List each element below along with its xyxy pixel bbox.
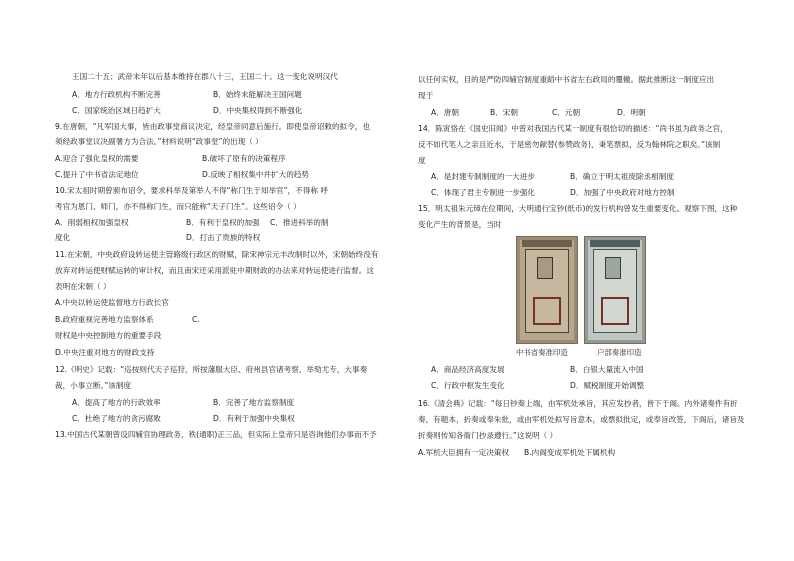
q11-option-b[interactable]: B.政府重视完善地方监察体系	[55, 315, 154, 324]
q13-option-c[interactable]: C．元朝	[552, 108, 581, 117]
q16-option-a[interactable]: A.军机大臣拥有一定决策权	[418, 448, 510, 457]
q13-stem-line: 13.中国古代某朝曾设四辅官协理政务，秩(通职)正三品，但实际上皇帝只是咨询他们办事而不予	[55, 430, 377, 439]
q11-stem-line: 11.在宋朝，中央政府设转运使主管路级行政区的财赋，除宋神宗元丰改制时以外，宋朝始终没有	[55, 250, 379, 259]
q15-stem-line: 变化产生的背景是，当时	[418, 220, 502, 229]
paper-money-figure	[516, 236, 646, 344]
q13-option-b[interactable]: B．宋朝	[490, 108, 518, 117]
q14-option-c[interactable]: C．体现了君主专制进一步强化	[431, 188, 536, 197]
q14-stem-line: 14．陈寅恪在《国史旧闻》中曾对我国古代某一制度有很恰切的描述：“尚书虽为政务之官，	[418, 124, 728, 133]
q9-option-a[interactable]: A.迎合了强化皇权的需要	[55, 154, 139, 163]
q12-option-a[interactable]: A．提高了地方的行政效率	[72, 398, 161, 407]
figure-caption-right: 户部奏准印造	[597, 348, 642, 357]
q12-option-c[interactable]: C．杜绝了地方的贪污腐败	[72, 414, 161, 423]
q14-option-d[interactable]: D．加强了中央政府对地方控制	[570, 188, 675, 197]
q12-option-b[interactable]: B．完善了地方监察制度	[213, 398, 295, 407]
q11-option-a[interactable]: A.中央以转运使监督地方行政长官	[55, 298, 169, 307]
q10-option-d[interactable]: D．打击了贵族的特权	[186, 233, 261, 242]
q11-option-c[interactable]: C.	[192, 315, 200, 324]
q9-stem-line: 须经政事堂议决副署方为合法。”材料说明“政事堂”的出现（ ）	[55, 137, 263, 146]
q12-option-d[interactable]: D．有利于加强中央集权	[213, 414, 295, 423]
q15-option-a[interactable]: A．商品经济高度发展	[431, 365, 505, 374]
q16-stem-line: 奏，有题本，折奏或奉朱批，或由军机处拟写旨意本，或票拟批定，或奉旨改签，下阁后，诸旨及	[418, 415, 745, 424]
q15-option-c[interactable]: C．行政中枢发生变化	[431, 381, 505, 390]
q8-option-a[interactable]: A．地方行政机构不断完善	[72, 90, 161, 99]
q14-option-b[interactable]: B．确立于明太祖废除丞相制度	[570, 172, 674, 181]
q8-option-d[interactable]: D．中央集权得到不断强化	[213, 106, 303, 115]
q10-option-a[interactable]: A．削弱相权加强皇权	[55, 218, 129, 227]
q9-option-d[interactable]: D.反映了相权集中并扩大的趋势	[202, 170, 309, 179]
q16-option-b[interactable]: B.内阁变成军机处下属机构	[524, 448, 616, 457]
q14-stem-line: 度	[418, 156, 426, 165]
q11-option-d[interactable]: D.中央注重对地方的财政支持	[55, 348, 155, 357]
q13-option-d[interactable]: D．明朝	[617, 108, 646, 117]
q13-stem-line: 以任何实权，目的是严防四辅官制度重蹈中书省左右政局的覆辙。据此推断这一制度应出	[418, 75, 715, 84]
q8-stem-line: 王国二十五；武帝末年以后基本维持在郡八十三，王国二十。这一变化说明汉代	[72, 72, 338, 81]
q16-stem-line: 折奏则传知各衙门抄录遵行。”这说明（ ）	[418, 431, 558, 440]
q11-stem-line: 表明在宋朝（ ）	[55, 282, 111, 291]
q10-option-c[interactable]: C．推进科举的制	[270, 218, 329, 227]
q13-stem-line: 现于	[418, 91, 434, 100]
banknote-image-left	[516, 236, 578, 344]
q11-option-c-continued: 财权是中央控制地方的重要手段	[55, 331, 162, 340]
q10-stem-line: 10.宋太祖时期曾颁布诏令，要求科举及第举人不得“称门生于知举官”，不得称 呼	[55, 186, 328, 195]
q16-stem-line: 16.《清会典》记载：“每日钞奏上端，由军机处承旨，其应发抄者，皆下于阁。内外诸奏件有折	[418, 399, 738, 408]
q15-stem-line: 15．明太祖朱元璋在位期间，大明通行宝钞(纸币)的发行机构曾发生重要变化。观察下图，这种	[418, 204, 738, 213]
q15-option-d[interactable]: D．赋税制度开始调整	[570, 381, 645, 390]
q13-option-a[interactable]: A．唐朝	[431, 108, 459, 117]
q14-option-a[interactable]: A．是封建专制制度的一大进步	[431, 172, 535, 181]
q8-option-c[interactable]: C．国家统治区域日趋扩大	[72, 106, 161, 115]
q9-stem-line: 9.在唐朝，“凡军国大事，皆由政事堂商议决定，经皇帝同意后施行。即使皇帝诏敕的拟令，也	[55, 122, 370, 131]
q9-option-b[interactable]: B.破坏了原有的决策程序	[202, 154, 286, 163]
q15-option-b[interactable]: B．白银大量流入中国	[570, 365, 644, 374]
figure-caption-left: 中书省奏准印造	[516, 348, 568, 357]
banknote-image-right	[584, 236, 646, 344]
q8-option-b[interactable]: B．始终未能解决王国问题	[213, 90, 302, 99]
q14-stem-line: 反不如代笔人之亲且近水，于是密勿献替(参赞政务)，秉笔票拟，反为翰林院之职矣。”该制	[418, 140, 721, 149]
q12-stem-line: 裁，小事立断。”该制度	[55, 381, 132, 390]
q10-option-b[interactable]: B．有利于皇权的加强	[186, 218, 260, 227]
q10-option-c-continued: 度化	[55, 233, 71, 242]
q11-stem-line: 放弃对转运使财赋运转的审计权，而且南宋还采用派驻中期财政的办法来对转运使进行监督。这	[55, 266, 374, 275]
q9-option-c[interactable]: C.提升了中书省法定地位	[55, 170, 139, 179]
q10-stem-line: 考官为恩门、师门，亦不得称门生，而只能称“天子门生”。这些诏令（ ）	[55, 202, 301, 211]
q12-stem-line: 12.《明史》记载：“巡按则代天子巡狩，所按藩服大臣、府州县官诸考察，举劾尤专，大事奏	[55, 365, 368, 374]
